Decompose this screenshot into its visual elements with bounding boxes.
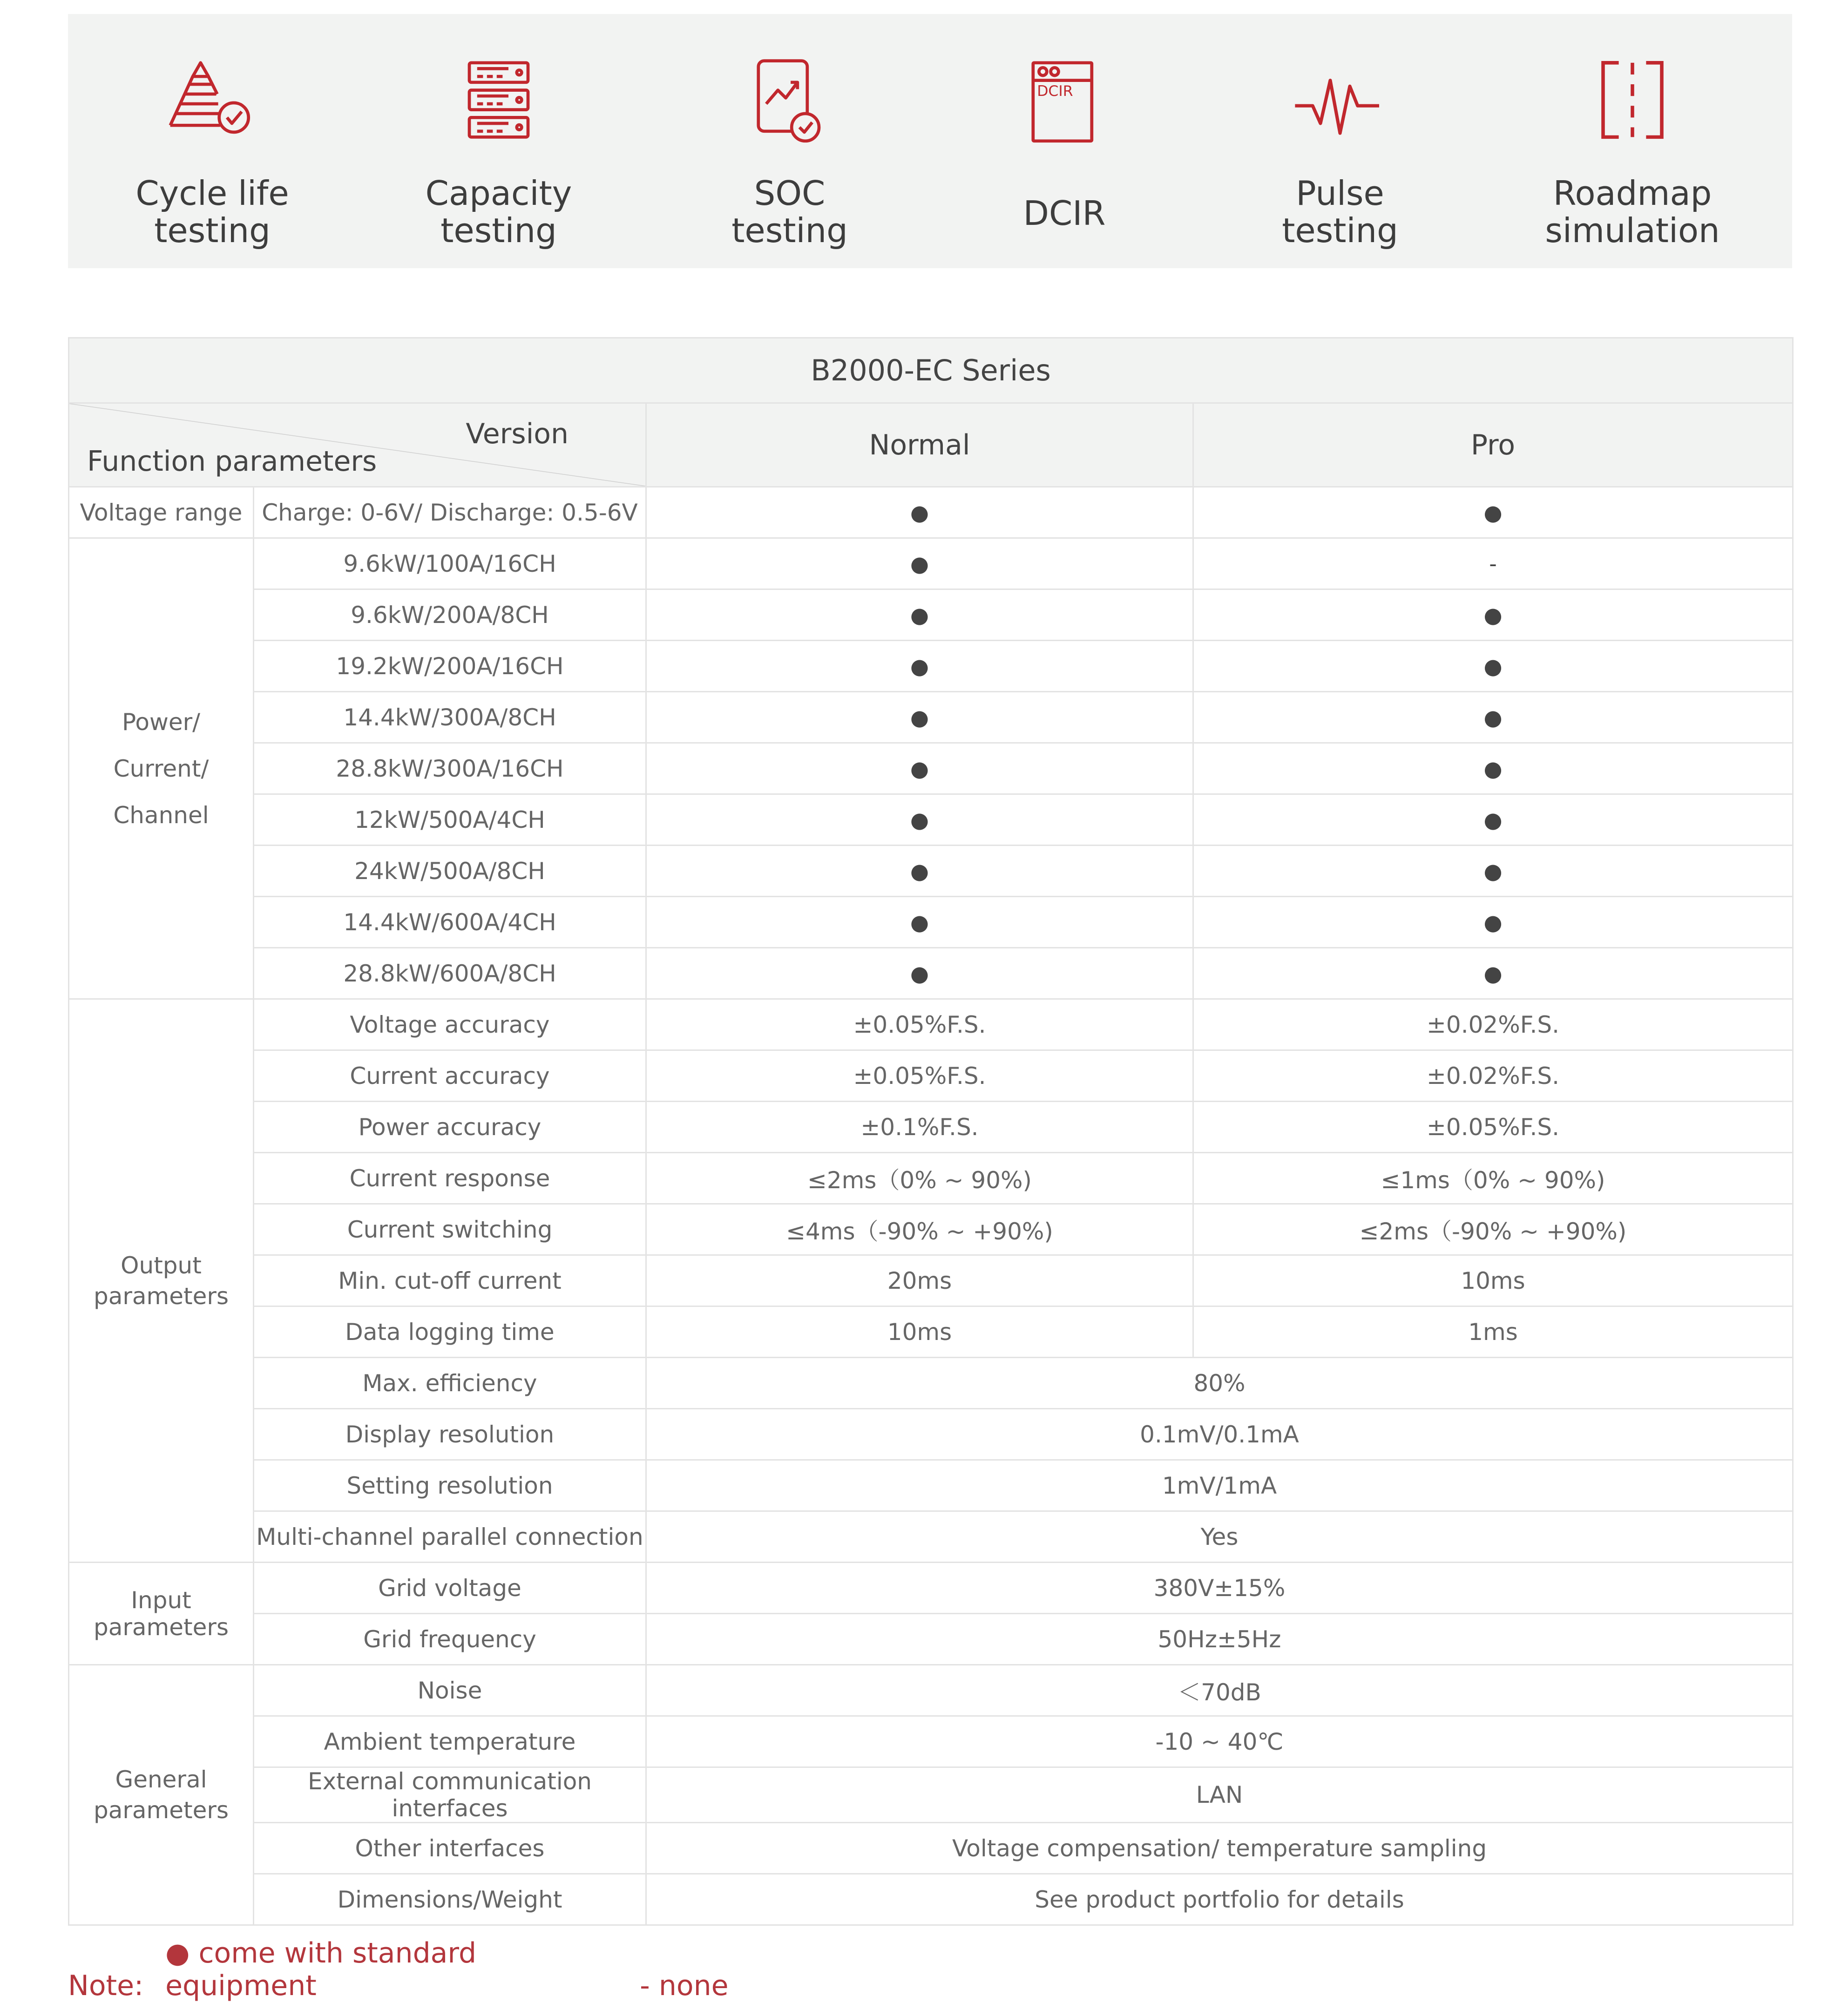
shared-value: ＜70dB bbox=[646, 1665, 1793, 1716]
svg-text:DCIR: DCIR bbox=[1037, 83, 1073, 100]
pro-value: ● bbox=[1193, 897, 1793, 948]
table-row bbox=[69, 897, 1793, 948]
param-label: Display resolution bbox=[254, 1409, 646, 1460]
note-label: Note: bbox=[68, 1969, 144, 2002]
pro-value: ● bbox=[1193, 641, 1793, 692]
feature-label: DCIR bbox=[1023, 194, 1106, 233]
normal-value: 20ms bbox=[646, 1255, 1193, 1306]
pro-value: ≤2ms（-90% ~ +90%) bbox=[1193, 1204, 1793, 1255]
table-row bbox=[69, 1153, 1793, 1204]
param-label: Current switching bbox=[254, 1204, 646, 1255]
server-rack-icon bbox=[450, 55, 548, 153]
table-row bbox=[69, 692, 1793, 743]
pro-value: ±0.02%F.S. bbox=[1193, 999, 1793, 1050]
dcir-box-icon bbox=[1015, 55, 1113, 153]
pro-value: ● bbox=[1193, 948, 1793, 999]
table-row bbox=[69, 1358, 1793, 1409]
group-label: General parameters bbox=[69, 1665, 254, 1925]
normal-value: ● bbox=[646, 692, 1193, 743]
param-label: 24kW/500A/8CH bbox=[254, 846, 646, 897]
table-row bbox=[69, 1511, 1793, 1563]
param-label: 14.4kW/300A/8CH bbox=[254, 692, 646, 743]
group-label: Power/ Current/ Channel bbox=[69, 538, 254, 999]
pro-value: ±0.05%F.S. bbox=[1193, 1102, 1793, 1153]
spec-table bbox=[68, 337, 1794, 1926]
table-row bbox=[69, 1306, 1793, 1358]
footnote bbox=[68, 1937, 729, 2002]
table-row bbox=[69, 1563, 1793, 1614]
table-row bbox=[69, 743, 1793, 794]
table-row bbox=[69, 948, 1793, 999]
param-label: Setting resolution bbox=[254, 1460, 646, 1511]
param-label: Grid voltage bbox=[254, 1563, 646, 1614]
normal-value: ● bbox=[646, 846, 1193, 897]
param-label: Min. cut-off current bbox=[254, 1255, 646, 1306]
table-row bbox=[69, 487, 1793, 538]
table-row bbox=[69, 1874, 1793, 1925]
normal-value: ● bbox=[646, 589, 1193, 641]
param-label: Data logging time bbox=[254, 1306, 646, 1358]
normal-value: ● bbox=[646, 897, 1193, 948]
param-label: 19.2kW/200A/16CH bbox=[254, 641, 646, 692]
param-label: 14.4kW/600A/4CH bbox=[254, 897, 646, 948]
feature-panel bbox=[68, 14, 1792, 268]
param-label: Grid frequency bbox=[254, 1614, 646, 1665]
pro-value: ≤1ms（0% ~ 90%) bbox=[1193, 1153, 1793, 1204]
group-label: Voltage range bbox=[69, 487, 254, 538]
trend-document-icon bbox=[741, 55, 839, 153]
table-row bbox=[69, 641, 1793, 692]
pro-value: 10ms bbox=[1193, 1255, 1793, 1306]
shared-value: See product portfolio for details bbox=[646, 1874, 1793, 1925]
param-label: Ambient temperature bbox=[254, 1716, 646, 1767]
table-row bbox=[69, 1614, 1793, 1665]
table-row bbox=[69, 538, 1793, 589]
feature-soc bbox=[645, 14, 934, 268]
param-label: Current response bbox=[254, 1153, 646, 1204]
table-row bbox=[69, 1204, 1793, 1255]
feature-capacity bbox=[354, 14, 643, 268]
param-label: External communication interfaces bbox=[254, 1767, 646, 1823]
feature-label: Pulse testing bbox=[1282, 174, 1398, 250]
shared-value: Voltage compensation/ temperature sampling bbox=[646, 1823, 1793, 1874]
pro-value: 1ms bbox=[1193, 1306, 1793, 1358]
param-label: Max. efficiency bbox=[254, 1358, 646, 1409]
pyramid-check-icon bbox=[163, 55, 261, 153]
shared-value: -10 ~ 40℃ bbox=[646, 1716, 1793, 1767]
param-label: Current accuracy bbox=[254, 1050, 646, 1102]
table-row bbox=[69, 1823, 1793, 1874]
param-label: Dimensions/Weight bbox=[254, 1874, 646, 1925]
column-header-normal: Normal bbox=[646, 403, 1193, 487]
shared-value: 80% bbox=[646, 1358, 1793, 1409]
pro-value: ● bbox=[1193, 692, 1793, 743]
table-row bbox=[69, 1767, 1793, 1823]
note-standard: ● come with standard equipment bbox=[165, 1937, 477, 2002]
feature-label: Cycle life testing bbox=[135, 174, 289, 250]
param-label: Power accuracy bbox=[254, 1102, 646, 1153]
table-row bbox=[69, 1716, 1793, 1767]
shared-value: Yes bbox=[646, 1511, 1793, 1563]
normal-value: ● bbox=[646, 487, 1193, 538]
param-label: 9.6kW/200A/8CH bbox=[254, 589, 646, 641]
param-label: Noise bbox=[254, 1665, 646, 1716]
table-row bbox=[69, 794, 1793, 846]
feature-label: SOC testing bbox=[731, 174, 848, 250]
feature-label: Roadmap simulation bbox=[1545, 174, 1720, 250]
column-header-pro: Pro bbox=[1193, 403, 1793, 487]
feature-dcir bbox=[920, 14, 1209, 268]
pro-value: ● bbox=[1193, 589, 1793, 641]
pro-value: ● bbox=[1193, 846, 1793, 897]
normal-value: ● bbox=[646, 948, 1193, 999]
param-label: 28.8kW/300A/16CH bbox=[254, 743, 646, 794]
normal-value: ±0.05%F.S. bbox=[646, 1050, 1193, 1102]
normal-value: ±0.05%F.S. bbox=[646, 999, 1193, 1050]
pro-value: ● bbox=[1193, 487, 1793, 538]
param-label: 9.6kW/100A/16CH bbox=[254, 538, 646, 589]
normal-value: ≤2ms（0% ~ 90%) bbox=[646, 1153, 1193, 1204]
table-row bbox=[69, 1102, 1793, 1153]
table-row bbox=[69, 999, 1793, 1050]
normal-value: ● bbox=[646, 743, 1193, 794]
group-label: Output parameters bbox=[69, 999, 254, 1563]
param-label: Multi-channel parallel connection bbox=[254, 1511, 646, 1563]
table-row bbox=[69, 1460, 1793, 1511]
normal-value: 10ms bbox=[646, 1306, 1193, 1358]
shared-value: 0.1mV/0.1mA bbox=[646, 1409, 1793, 1460]
group-label: Input parameters bbox=[69, 1563, 254, 1665]
param-label: 12kW/500A/4CH bbox=[254, 794, 646, 846]
shared-value: 50Hz±5Hz bbox=[646, 1614, 1793, 1665]
pro-value: - bbox=[1193, 538, 1793, 589]
normal-value: ±0.1%F.S. bbox=[646, 1102, 1193, 1153]
pro-value: ±0.02%F.S. bbox=[1193, 1050, 1793, 1102]
pulse-wave-icon bbox=[1291, 55, 1389, 153]
param-label: 28.8kW/600A/8CH bbox=[254, 948, 646, 999]
table-row bbox=[69, 1665, 1793, 1716]
pro-value: ● bbox=[1193, 794, 1793, 846]
shared-value: LAN bbox=[646, 1767, 1793, 1823]
normal-value: ● bbox=[646, 794, 1193, 846]
bracket-frame-icon bbox=[1584, 55, 1681, 153]
param-label: Other interfaces bbox=[254, 1823, 646, 1874]
table-row bbox=[69, 846, 1793, 897]
feature-label: Capacity testing bbox=[425, 174, 572, 250]
feature-roadmap bbox=[1488, 14, 1777, 268]
table-row bbox=[69, 589, 1793, 641]
shared-value: 1mV/1mA bbox=[646, 1460, 1793, 1511]
normal-value: ≤4ms（-90% ~ +90%) bbox=[646, 1204, 1193, 1255]
table-row bbox=[69, 1409, 1793, 1460]
shared-value: 380V±15% bbox=[646, 1563, 1793, 1614]
param-label: Charge: 0-6V/ Discharge: 0.5-6V bbox=[254, 487, 646, 538]
header-diagonal-cell bbox=[69, 403, 646, 487]
table-title: B2000-EC Series bbox=[69, 338, 1793, 403]
table-row bbox=[69, 1050, 1793, 1102]
version-label: Version bbox=[466, 418, 569, 450]
function-parameters-label: Function parameters bbox=[87, 445, 377, 478]
feature-pulse bbox=[1196, 14, 1484, 268]
note-none: - none bbox=[640, 1969, 729, 2002]
table-row bbox=[69, 1255, 1793, 1306]
feature-cycle-life bbox=[68, 14, 357, 268]
normal-value: ● bbox=[646, 641, 1193, 692]
normal-value: ● bbox=[646, 538, 1193, 589]
param-label: Voltage accuracy bbox=[254, 999, 646, 1050]
pro-value: ● bbox=[1193, 743, 1793, 794]
